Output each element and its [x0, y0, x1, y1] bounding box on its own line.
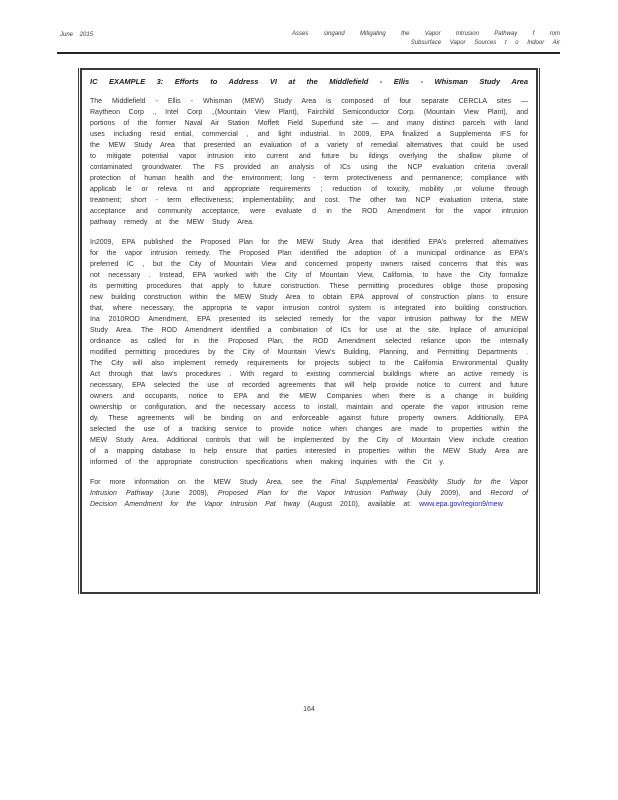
- header-title-line1: Asses singand Mitigating the Vapor Intrusion Pathway f rom: [292, 31, 560, 37]
- ic-example-box: [80, 68, 538, 594]
- paragraph-3-text: (June 2009),: [152, 490, 218, 497]
- example-paragraph-2: In2009, EPA published the Proposed Plan for the MEW Study Area that identified EPA's preferred alternatives for the vapor intrusion remedy. The Proposed Plan identified the adoption of a municipal ordinance as EPA's preferred IC , but the City of Mountain View and concerned property owners raised concerns that this was not necessary . Instead, EPA worked with the City of Mountain View, California, to have the City formalize its permitting procedures that apply to future construction. These permitting procedures oblige those proposing new building construction within the MEW Study Area to obtain EPA approval of construction plans to ensure that, where necessary, the appropria te vapor intrusion control system is integrated into building construction. Ina 2010ROD Amendment, EPA presented its selected remedy for the vapor intrusion pathway for the MEW Study Area. The ROD Amendment identified a combination of ICs for use at the site. Inplace of amunicipal ordinance as called for in the Proposed Plan, the ROD Amendment selected reliance upon the internally modified permitting procedures by the City of Mountain View's Building, Planning, and Permitting Departments . The City will also implement remedy requirements for projects subject to the California Environmental Quality Act through that law's procedures . With regard to existing commercial buildings where an active remedy is necessary, EPA selected the use of recorded agreements that will help provide notice to current and future owners and occupants, notice to EPA and the MEW Companies when there is a change in building ownership or configuration, and the necessary access to install, maintain and operate the vapor intrusion reme dy. These agreements will be binding on and enforceable against future property owners. Additionally, EPA selected the use of a tracking service to provide notice when changes are made to properties within the MEW Study Area. Additional controls that will be implemented by the City of Mountain View include creation of a mapping database to help ensure that parties interested in properties within the MEW Study Area are informed of the appropriate construction specifications when making inquiries with the Cit y.: [90, 239, 528, 466]
- header-divider: [57, 52, 560, 54]
- reference-title-proposed-plan: Proposed Plan for the Vapor Intrusion Pathway: [217, 490, 408, 497]
- example-paragraph-1: The Middlefield - Ellis - Whisman (MEW) Study Area is composed of four separate CERCLA sites — Raytheon Corp ., Intel Corp .,(Mountain View Plant), Fairchild Semiconductor Corp. (Mountain View Plant), and portions of the former Naval Air Station Moffett Field Superfund site — and many distinct parcels with land uses including resid ential, commercial , and light industrial. In 2009, EPA finalized a Supplementa IFS for the MEW Study Area that presented an evaluation of a variety of remedial alternatives that could be used to mitigate potential vapor intrusion into current and future bu ildings overlying the shallow plume of contaminated groundwater. The FS provided an analysis of ICs using the NCP evaluation criteria :overall protection of human health and the environment; long - term protectiveness and permanence; compliance with applicab le or releva nt and appropriate requirements ; reduction of toxicity, mobility ,or volume through treatment; short - term effectiveness; implementability; and cost. The other two NCP evaluation criteria, state acceptance and community acceptance, were evaluate d in the ROD Amendment for the vapor intrusion pathway remedy at the MEW Study Area.: [90, 98, 528, 226]
- page-header: [60, 30, 560, 47]
- example-box-title: IC EXAMPLE 3: Efforts to Address VI at the Middlefield - Ellis - Whisman Study Area: [90, 77, 528, 86]
- example-paragraph-3: [90, 477, 528, 510]
- header-date: June 2015: [60, 32, 94, 38]
- reference-title-rod-amendment: Record of Decision Amendment for the Vapor Intrusion Pat hway: [90, 490, 528, 508]
- paragraph-3-text: (August 2010), available at:: [299, 501, 420, 508]
- page-number: 164: [303, 706, 315, 713]
- paragraph-3-text: For more information on the MEW Study Area, see the: [90, 479, 331, 486]
- header-title-line2: Subsurface Vapor Sources t o Indoor Air: [410, 39, 560, 46]
- epa-region9-link[interactable]: www.epa.gov/region9/mew: [419, 501, 503, 508]
- paragraph-3-text: (July 2009), and: [407, 490, 491, 497]
- reference-title-fs: Final Supplemental Feasibility Study for the Vapor Intrusion Pathway: [90, 479, 528, 497]
- header-document-title: [292, 30, 560, 47]
